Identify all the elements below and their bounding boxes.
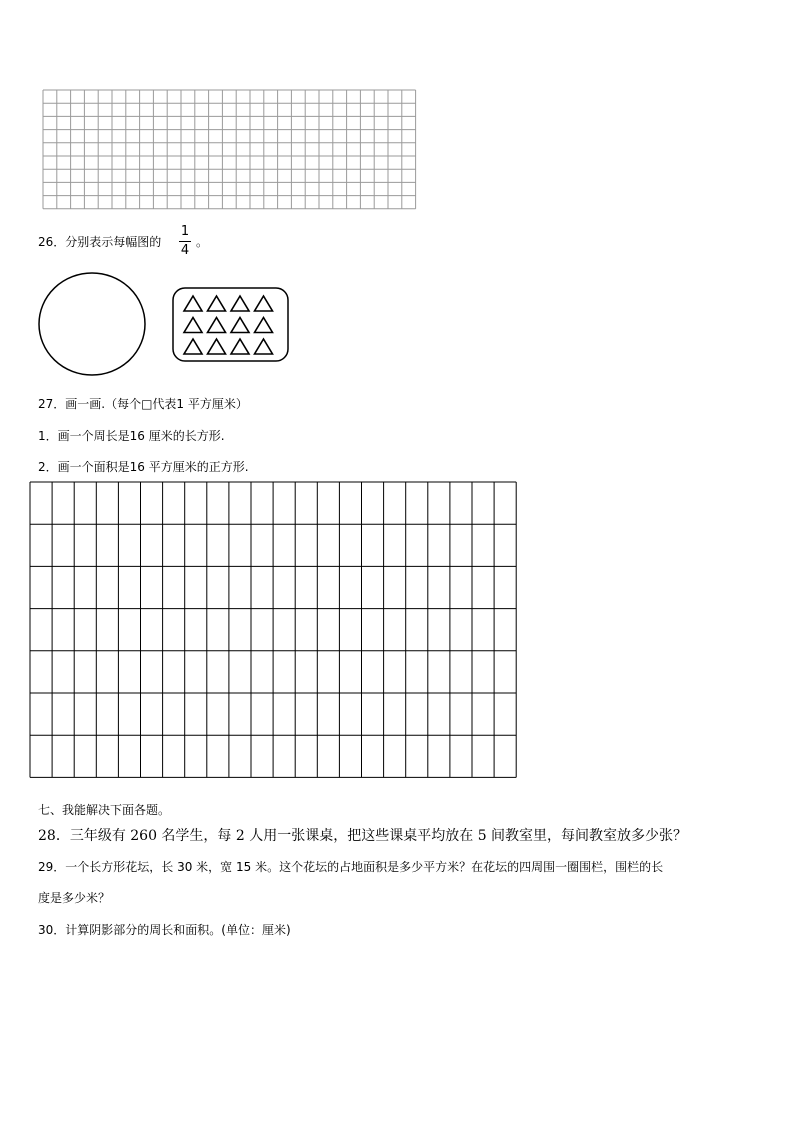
drawing-grid	[29, 481, 518, 779]
triangle-figure	[172, 287, 290, 363]
section7-title: 七、我能解决下面各题。	[38, 803, 171, 817]
q29-line1: 29．一个长方形花坛，长 30 米，宽 15 米。这个花坛的占地面积是多少平方米？在花坛的四周围一圈围栏，围栏的长	[38, 860, 664, 874]
q30-text: 30．计算阴影部分的周长和面积。(单位：厘米)	[38, 923, 291, 937]
circle-shape	[39, 273, 145, 375]
q27-title: 27．画一画.（每个□代表1 平方厘米）	[38, 397, 248, 411]
small-grid	[42, 89, 418, 211]
fraction-numerator: 1	[180, 224, 190, 239]
q26-number: 26．	[38, 235, 66, 249]
triangle-shape	[208, 296, 226, 311]
q27-item2: 2．画一个面积是16 平方厘米的正方形.	[38, 460, 249, 474]
fraction-bar	[179, 241, 191, 242]
q27-item1: 1．画一个周长是16 厘米的长方形.	[38, 429, 225, 443]
q26-end: 。	[196, 235, 209, 249]
q26-prompt	[38, 234, 161, 250]
triangle-shape	[184, 318, 202, 333]
q28-text: 28．三年级有 260 名学生，每 2 人用一张课桌，把这些课桌平均放在 5 间教室里，每间教室放多少张？	[38, 828, 688, 844]
triangle-shape	[255, 339, 273, 354]
q26-text: 分别表示每幅图的	[65, 235, 162, 249]
q29-line2: 度是多少米？	[38, 891, 111, 905]
triangle-shape	[231, 318, 249, 333]
triangle-shape	[184, 296, 202, 311]
triangle-shape	[255, 296, 273, 311]
fraction-denominator: 4	[180, 243, 190, 258]
circle-figure	[36, 272, 148, 376]
fraction-one-quarter	[178, 224, 192, 259]
triangle-shape	[231, 296, 249, 311]
triangle-shape	[208, 318, 226, 333]
triangle-shape	[231, 339, 249, 354]
triangle-shape	[208, 339, 226, 354]
triangle-shape	[255, 318, 273, 333]
triangle-shape	[184, 339, 202, 354]
